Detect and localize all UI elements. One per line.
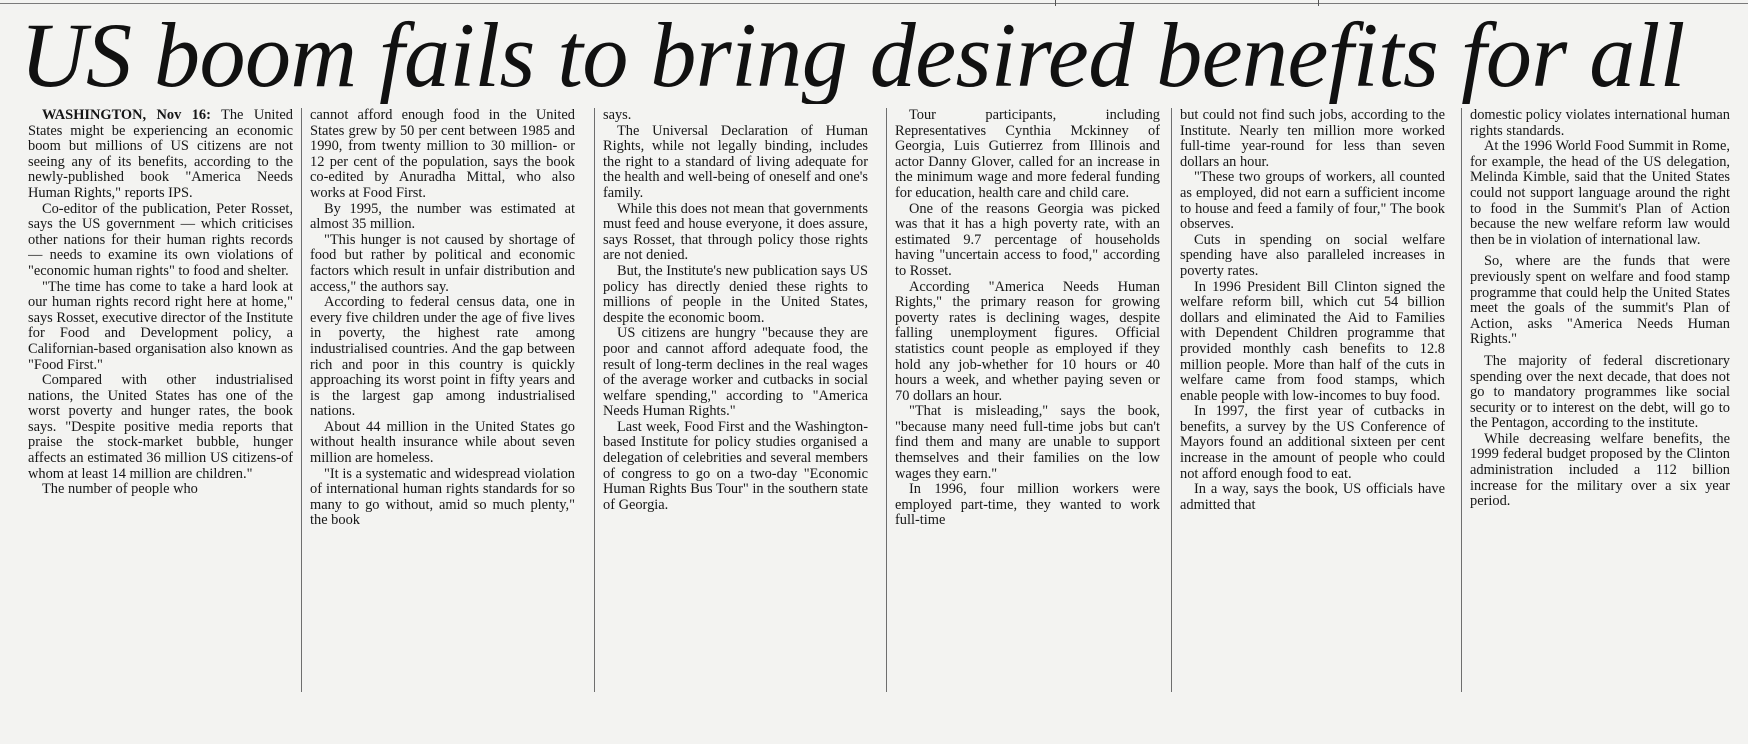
article-paragraph: Co-editor of the publication, Peter Rosset, says the US government — which criticises other nations for their human rights records — needs to examine its own violations of "economic human rights" to food and shelter. (28, 200, 293, 279)
article-paragraph: While decreasing welfare benefits, the 1999 federal budget proposed by the Clinton administration included a 112 billion increase for the military over a six year period. (1470, 430, 1730, 510)
article-paragraph: cannot afford enough food in the United States grew by 50 per cent between 1985 and 1990, from twenty million to 30 million- or 12 per cent of the population, says the book co-edited by Anuradha Mittal, who also works at Food First. (310, 108, 575, 201)
article-paragraph: The number of people who (42, 481, 198, 498)
dateline: WASHINGTON, Nov 16: (42, 108, 211, 123)
column-divider (886, 108, 887, 692)
article-paragraph: In 1997, the first year of cutbacks in benefits, a survey by the US Conference of Mayors found an additional sixteen per cent increase in the amount of people who could not afford enough food to eat. (1180, 403, 1445, 482)
article-paragraph: Cuts in spending on social welfare spending have also paralleled increases in poverty rates. (1180, 231, 1445, 279)
article-paragraph: At the 1996 World Food Summit in Rome, for example, the head of the US delegation, Melinda Kimble, said that the United States could not support language around the right to food in the Summit's Plan of Action because the new welfare reform law would then be in violation of international law. (1470, 138, 1730, 248)
article-paragraph: "This hunger is not caused by shortage of food but rather by political and economic factors which result in unfair distribution and access," the authors say. (310, 231, 575, 295)
article-column-2 (310, 108, 575, 704)
column-divider (1461, 108, 1462, 692)
article-paragraph: So, where are the funds that were previously spent on welfare and food stamp programme that could help the United States meet the goals of the summit's Plan of Action, asks "America Needs Human Rights." (1470, 253, 1730, 348)
article-column-4 (895, 108, 1160, 704)
article-paragraph: In 1996 President Bill Clinton signed the welfare reform bill, which cut 54 billion dollars and eliminated the Aid to Families with Dependent Children programme that provided monthly cash benefits to 12.8 million people. More than half of the cuts in welfare came from food stamps, which enable people with low-incomes to buy food. (1180, 278, 1445, 404)
article-paragraph: While this does not mean that governments must feed and house everyone, it does assure, says Rosset, that through policy those rights are not denied. (603, 200, 868, 264)
article-paragraph: "The time has come to take a hard look at our human rights record right here at home," says Rosset, executive director of the Institute for Food and Development policy, a Californian-based organisation also known as "Food First." (28, 278, 293, 373)
article-paragraph: The Universal Declaration of Human Rights, while not legally binding, includes the right to a standard of living adequate for the health and well-being of oneself and one's family. (603, 122, 868, 201)
article-paragraph: "That is misleading," says the book, "because many need full-time jobs but can't find them and many are unable to support themselves and their families on the low wages they earn." (895, 403, 1160, 482)
article-paragraph (28, 108, 293, 202)
article-paragraph: but could not find such jobs, according to the Institute. Nearly ten million more worked full-time year-round for less than seven dollars an hour. (1180, 108, 1445, 170)
article-paragraph: Last week, Food First and the Washington-based Institute for policy studies organised a delegation of celebrities and several members of congress to go on a two-day "Economic Human Rights Bus Tour" in the southern state of Georgia. (603, 418, 868, 513)
article-column-3 (603, 108, 868, 704)
article-paragraph: "It is a systematic and widespread violation of international human rights standards for so many to go without, amid so much plenty," the book (310, 465, 575, 529)
article-paragraph: By 1995, the number was estimated at almost 35 million. (310, 200, 575, 233)
article-paragraph: Compared with other industrialised nations, the United States has one of the worst poverty and hunger rates, the book says. "Despite positive media reports that praise the stock-market bubble, hunger affects an estimated 36 million US citizens-of whom at least 14 million are children." (28, 372, 293, 482)
article-paragraph: US citizens are hungry "because they are poor and cannot afford adequate food, the result of long-term declines in the real wages of the average worker and cutbacks in social welfare spending," according to "America Needs Human Rights." (603, 325, 868, 420)
article-paragraph: "These two groups of workers, all counted as employed, did not earn a sufficient income to house and feed a family of four," The book observes. (1180, 169, 1445, 233)
article-paragraph: In a way, says the book, US officials have admitted that (1180, 481, 1445, 513)
column-divider (1171, 108, 1172, 692)
article-column-6 (1470, 108, 1730, 704)
column-divider (301, 108, 302, 692)
article-column-5 (1180, 108, 1445, 704)
article-paragraph: But, the Institute's new publication says US policy has directly denied these rights to millions of people in the United States, despite the economic boom. (603, 262, 868, 326)
article-paragraph: In 1996, four million workers were employed part-time, they wanted to work full-time (895, 481, 1160, 529)
column-divider (594, 108, 595, 692)
article-paragraph: About 44 million in the United States go without health insurance while about seven million are homeless. (310, 418, 575, 467)
headline: US boom fails to bring desired benefits for all (20, 6, 1685, 104)
article-paragraph: domestic policy violates international human rights standards. (1470, 108, 1730, 139)
article-paragraph: says. (603, 108, 632, 123)
article-body (0, 108, 1748, 704)
article-paragraph: One of the reasons Georgia was picked was that it has a high poverty rate, with an estimated 9.7 percentage of households having "uncertain access to food," according to Rosset. (895, 200, 1160, 279)
top-rule (0, 3, 1748, 4)
article-paragraph: Tour participants, including Representatives Cynthia Mckinney of Georgia, Luis Gutierrez from Illinois and actor Danny Glover, called for an increase in the minimum wage and more federal funding for education, health care and child care. (895, 108, 1160, 201)
article-paragraph: According to federal census data, one in every five children under the age of five lives in poverty, the highest rate among industrialised countries. And the gap between rich and poor in this country is quickly approaching its worst point in fifty years and is the largest gap among industrialised nations. (310, 294, 575, 420)
paragraph-text: The United States might be experiencing an economic boom but millions of US citizens are not seeing any of its benefits, according to the newly-published book "America Needs Human Rights," reports IPS. (28, 108, 293, 201)
article-paragraph: According "America Needs Human Rights," the primary reason for growing poverty rates is declining wages, despite falling unemployment figures. Official statistics count people as employed if they hold any job-whether for 10 hours or 40 hours a week, and whether paying seven or 70 dollars an hour. (895, 278, 1160, 404)
article-column-1 (28, 108, 293, 704)
article-paragraph: The majority of federal discretionary spending over the next decade, that does not go to mandatory programmes like social security or to interest on the debt, will go to the Pentagon, according to the institute. (1470, 352, 1730, 432)
